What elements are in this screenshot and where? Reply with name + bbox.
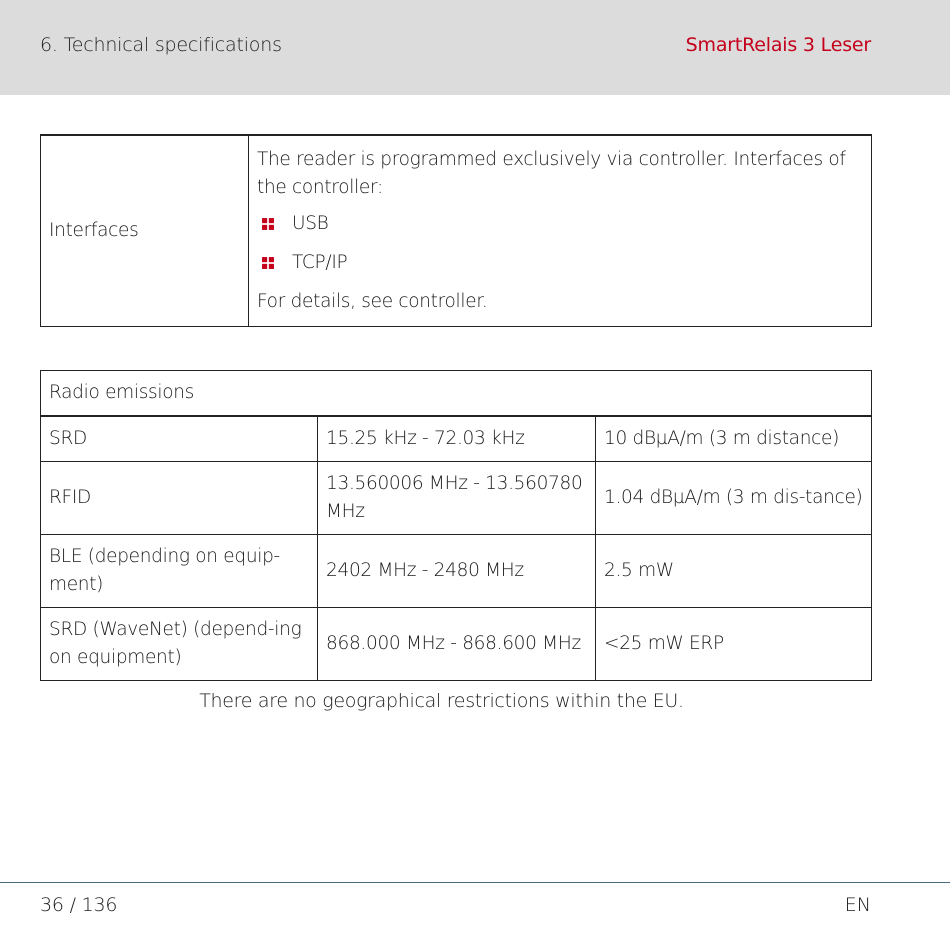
section-title: 6. Technical specifications: [40, 34, 282, 56]
interfaces-details: For details, see controller.: [257, 290, 488, 312]
table-row: [41, 535, 872, 608]
table-cell: SRD (WaveNet) (depend-ing on equipment): [41, 608, 318, 681]
table-cell: SRD: [41, 416, 318, 462]
list-item: [257, 210, 863, 238]
table-cell: 2.5 mW: [596, 535, 872, 608]
table-cell: <25 mW ERP: [596, 608, 872, 681]
radio-table-title: Radio emissions: [41, 371, 872, 417]
table-cell: 13.560006 MHz - 13.560780 MHz: [318, 462, 596, 535]
table-row: [41, 135, 872, 327]
bullet-icon: [262, 257, 274, 269]
product-name: SmartRelais 3 Leser: [685, 34, 871, 56]
table-cell: 868.000 MHz - 868.600 MHz: [318, 608, 596, 681]
table-cell: BLE (depending on equip-ment): [41, 535, 318, 608]
table-cell: 15.25 kHz - 72.03 kHz: [318, 416, 596, 462]
eu-note: There are no geographical restrictions within the EU.: [199, 690, 684, 712]
language-code: EN: [844, 894, 871, 916]
table-row: [41, 416, 872, 462]
footer-divider: [0, 882, 950, 883]
table-cell: 2402 MHz - 2480 MHz: [318, 535, 596, 608]
interfaces-table: [40, 134, 872, 327]
page-header: [0, 0, 950, 95]
interfaces-intro: The reader is programmed exclusively via controller. Interfaces of the controller:: [257, 148, 846, 198]
interface-usb: USB: [292, 212, 329, 234]
table-cell: 10 dBµA/m (3 m distance): [596, 416, 872, 462]
page-number: 36 / 136: [40, 894, 118, 916]
bullet-icon: [262, 218, 274, 230]
list-item: [257, 249, 863, 277]
table-row: [41, 608, 872, 681]
interface-tcpip: TCP/IP: [292, 251, 348, 273]
interfaces-list: [257, 210, 863, 277]
radio-emissions-table: [40, 370, 872, 681]
table-row: [41, 462, 872, 535]
interfaces-description: [249, 135, 872, 327]
table-cell: 1.04 dBµA/m (3 m dis-tance): [596, 462, 872, 535]
interfaces-label: Interfaces: [41, 135, 249, 327]
table-cell: RFID: [41, 462, 318, 535]
table-header-row: [41, 371, 872, 417]
